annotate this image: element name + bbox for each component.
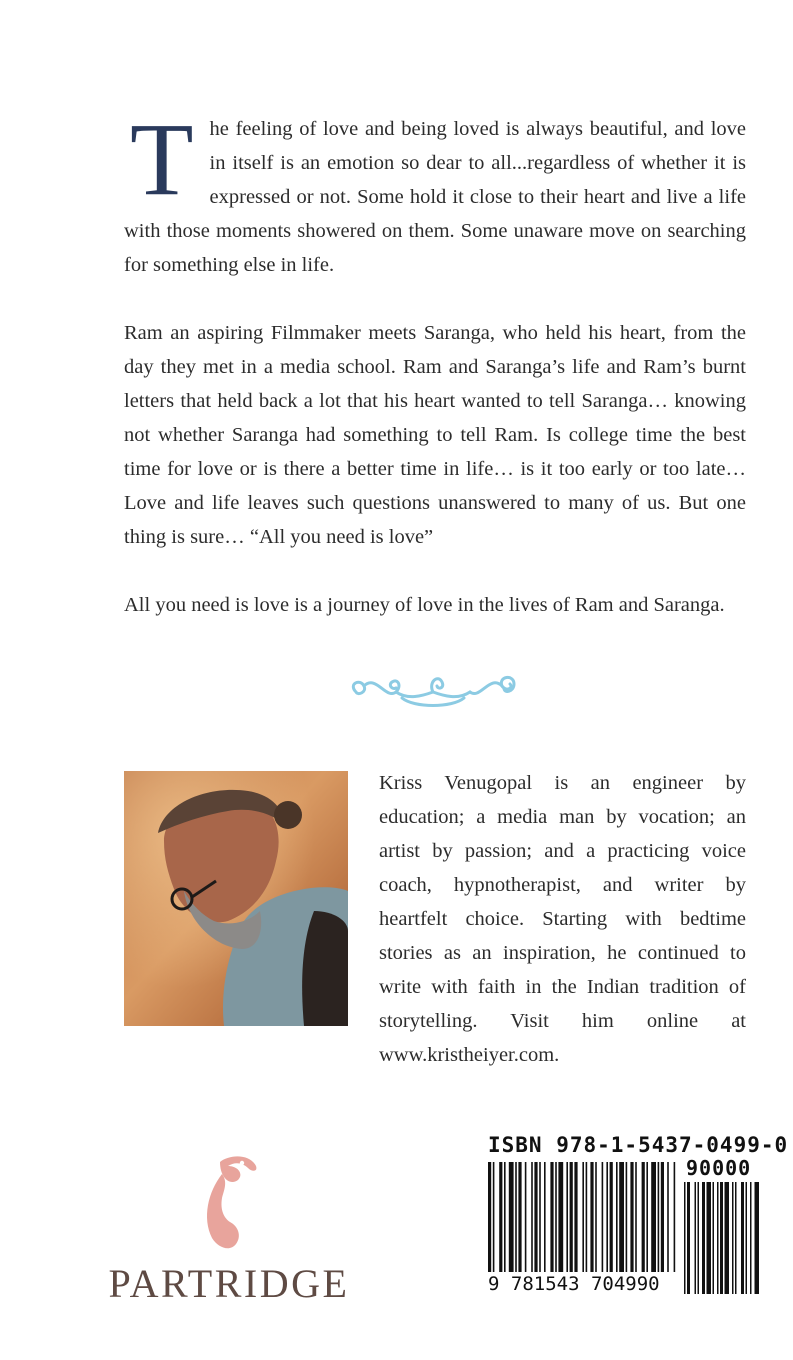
barcode-bar bbox=[687, 1182, 690, 1294]
barcode-bar bbox=[534, 1162, 537, 1274]
barcode-bar bbox=[509, 1162, 514, 1274]
barcode-bar bbox=[732, 1182, 734, 1294]
barcode-bar bbox=[755, 1182, 760, 1294]
barcode-bar bbox=[518, 1162, 521, 1274]
blurb-paragraph-3: All you need is love is a journey of love in the lives of Ram and Saranga. bbox=[124, 594, 725, 616]
barcode-bar bbox=[720, 1182, 723, 1294]
back-cover-blurb bbox=[124, 102, 746, 622]
barcode-bar bbox=[741, 1182, 744, 1294]
barcode-bar bbox=[602, 1162, 604, 1274]
barcode-bar bbox=[725, 1182, 730, 1294]
barcode-bar bbox=[515, 1162, 517, 1274]
barcode-bar bbox=[750, 1182, 752, 1294]
barcode-bar bbox=[707, 1182, 712, 1294]
drop-cap: T bbox=[130, 102, 194, 217]
barcode-bar bbox=[610, 1162, 613, 1274]
barcode-bar bbox=[539, 1162, 541, 1274]
partridge-logo-icon bbox=[194, 1152, 260, 1252]
barcode-bar bbox=[746, 1182, 748, 1294]
barcode-bar bbox=[582, 1162, 584, 1274]
barcode-bar bbox=[735, 1182, 737, 1294]
barcode-bar bbox=[558, 1162, 563, 1274]
barcode-bar bbox=[619, 1162, 624, 1274]
barcode-bar bbox=[646, 1162, 648, 1274]
barcode-bar bbox=[635, 1162, 637, 1274]
barcode-bar bbox=[717, 1182, 719, 1294]
barcode-bar bbox=[661, 1162, 664, 1274]
barcode-bar bbox=[630, 1162, 633, 1274]
barcode-bar bbox=[684, 1182, 686, 1294]
barcode-bar bbox=[493, 1162, 495, 1274]
barcode-bar bbox=[626, 1162, 628, 1274]
barcode-bar bbox=[504, 1162, 506, 1274]
barcode-bar bbox=[695, 1182, 697, 1294]
publisher-name: PARTRIDGE bbox=[108, 1261, 350, 1306]
author-bio bbox=[379, 766, 746, 1072]
barcode-bar bbox=[574, 1162, 577, 1274]
blurb-paragraph-1-text: he feeling of love and being loved is always beautiful, and love in itself is an emotion so dear to all...regardless of whether it is expressed or not. Some hold it close to their heart and live a life with those moments showered on them. Some unaware move on searching for something else in life. bbox=[124, 118, 746, 276]
barcode-bar bbox=[698, 1182, 700, 1294]
isbn-label: ISBN 978-1-5437-0499-0 bbox=[488, 1133, 789, 1157]
ean-digits: 9 781543 704990 bbox=[478, 1272, 678, 1296]
barcode-bar bbox=[713, 1182, 715, 1294]
barcode-bar bbox=[674, 1162, 676, 1274]
barcode-bar bbox=[570, 1162, 573, 1274]
author-bio-text: Kriss Venugopal is an engineer by education; a media man by vocation; an artist by passion; and a practicing voice coach, hypnotherapist, and writer by heartfelt choice. Starting with bedtime stories as an inspiration, he continued to write with faith in the Indian tradition of storytelling. Visit him online at www.kristheiyer.com. bbox=[379, 772, 746, 1066]
blurb-paragraph-1 bbox=[124, 102, 746, 282]
barcode-bar bbox=[550, 1162, 553, 1274]
barcode-bar bbox=[642, 1162, 645, 1274]
barcode-bar bbox=[586, 1162, 588, 1274]
flourish-ornament-icon bbox=[342, 670, 524, 710]
barcode-bar bbox=[651, 1162, 656, 1274]
barcode-bar bbox=[595, 1162, 597, 1274]
price-code: 90000 bbox=[686, 1156, 752, 1180]
barcode-bar bbox=[702, 1182, 705, 1294]
barcode-bar bbox=[616, 1162, 618, 1274]
blurb-paragraph-2: Ram an aspiring Filmmaker meets Saranga, who held his heart, from the day they met in a media school. Ram and Saranga’s life and Ram’s burnt letters that held back a lot that his heart wanted to tell Saranga… knowing not whether Saranga had something to tell Ram. Is college time the best time for love or is there a better time in life… is it too early or too late… Love and life leaves such questions unanswered to many of us. But one thing is sure… “All you need is love” bbox=[124, 322, 746, 548]
barcode-bar bbox=[658, 1162, 660, 1274]
barcode-bar bbox=[667, 1162, 669, 1274]
barcode-bar bbox=[488, 1162, 491, 1274]
author-photo bbox=[124, 771, 348, 1026]
barcode-bar bbox=[544, 1162, 546, 1274]
barcode-bar bbox=[525, 1162, 527, 1274]
barcode-bar bbox=[499, 1162, 502, 1274]
barcode-bar bbox=[555, 1162, 557, 1274]
barcode-bar bbox=[531, 1162, 533, 1274]
barcode-bar bbox=[590, 1162, 593, 1274]
barcode-bar bbox=[606, 1162, 608, 1274]
barcode-bar bbox=[566, 1162, 568, 1274]
